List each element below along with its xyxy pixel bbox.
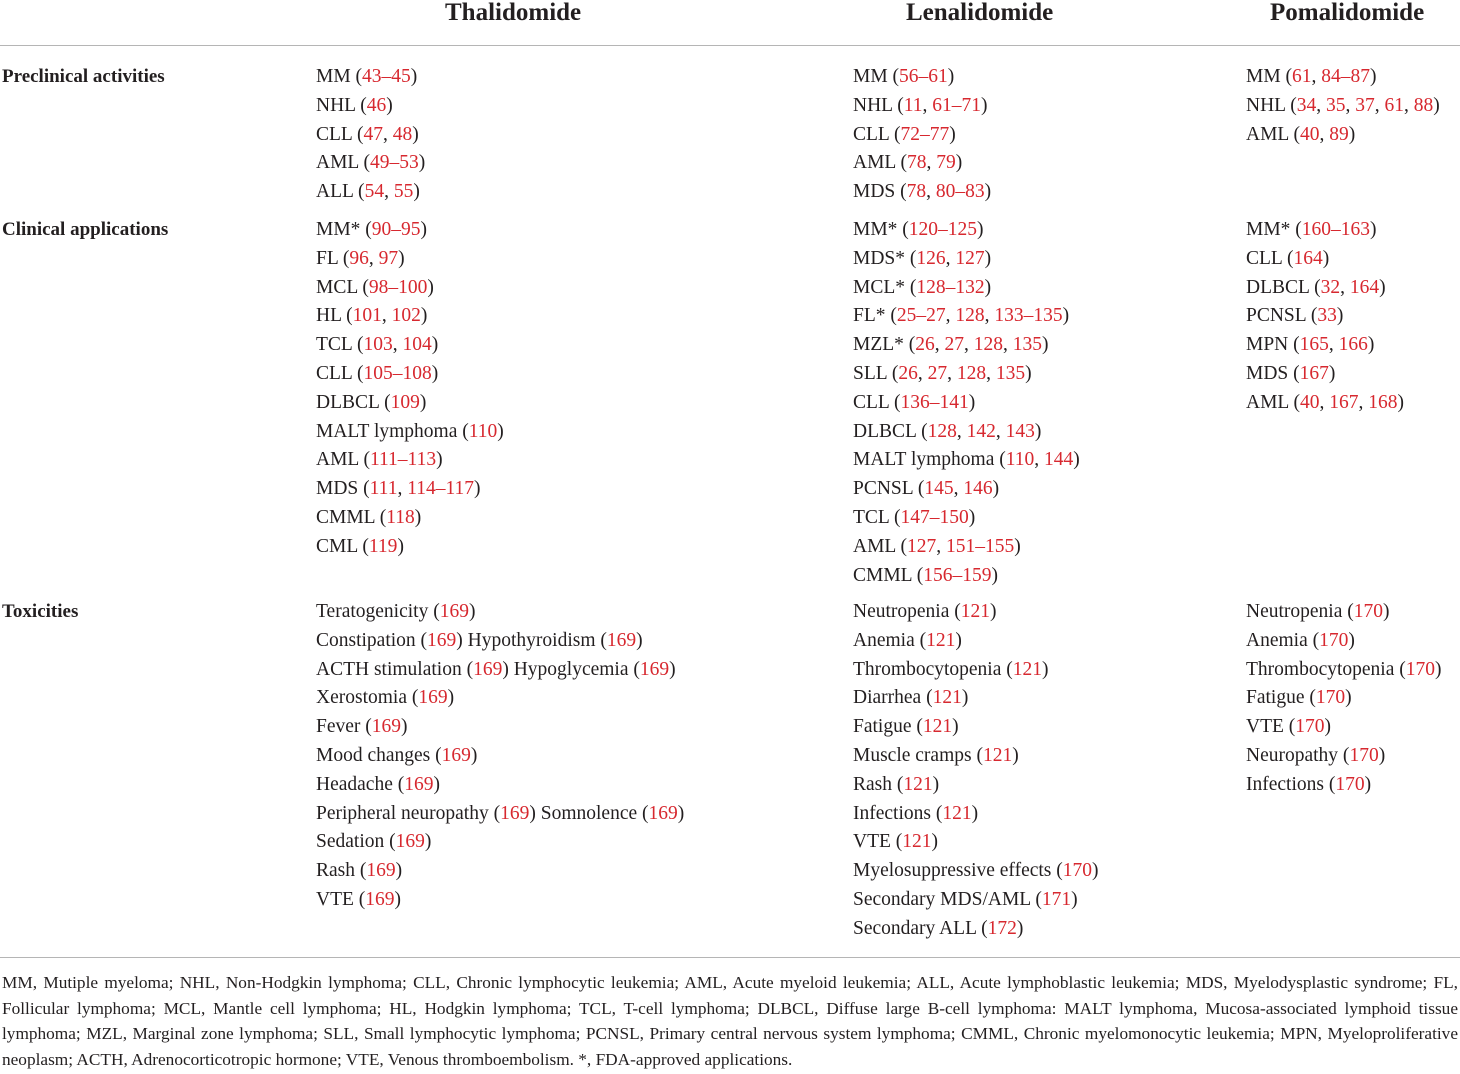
reference-link[interactable]: 127 (906, 535, 937, 557)
reference-link[interactable]: 169 (441, 744, 471, 766)
reference-link[interactable]: 135 (995, 362, 1026, 384)
reference-link[interactable]: 79 (936, 152, 956, 174)
reference-link[interactable]: 121 (926, 629, 956, 651)
list-item: Thrombocytopenia (121) (853, 658, 1049, 680)
reference-link[interactable]: 103 (363, 334, 393, 356)
list-item: MDS* (126, 127) (853, 247, 992, 269)
list-item: MDS (78, 80–83) (853, 181, 992, 203)
reference-link[interactable]: 145 (924, 478, 954, 500)
footer-divider (0, 957, 1460, 958)
list-item: MM* (120–125) (853, 219, 984, 240)
list-item: AML (111–113) (316, 449, 443, 471)
reference-link[interactable]: 165 (1299, 334, 1329, 356)
cell-toxicities-lenalidomide (853, 598, 1099, 944)
reference-link[interactable]: 104 (402, 334, 432, 356)
list-item: VTE (169) (316, 888, 402, 910)
reference-link[interactable]: 135 (1012, 334, 1043, 356)
reference-link[interactable]: 128 (956, 362, 987, 384)
reference-link[interactable]: 37 (1355, 94, 1375, 116)
list-item: Rash (121) (853, 773, 940, 795)
list-item: Secondary ALL (172) (853, 917, 1024, 939)
reference-link[interactable]: 72–77 (900, 123, 950, 145)
list-item: Headache (169) (316, 773, 440, 795)
reference-link[interactable]: 151–155 (945, 535, 1015, 557)
list-item: Constipation (169) Hypothyroidism (169) (316, 629, 643, 651)
reference-link[interactable]: 121 (932, 687, 962, 709)
cell-preclinical-thalidomide (316, 63, 425, 207)
reference-link[interactable]: 121 (982, 744, 1013, 766)
reference-link[interactable]: 169 (639, 658, 670, 680)
reference-link[interactable]: 170 (1349, 744, 1379, 766)
reference-link[interactable]: 121 (1012, 658, 1042, 680)
list-item: Diarrhea (121) (853, 687, 969, 709)
list-item: Infections (121) (853, 802, 979, 824)
list-item: MM (61, 84–87) (1246, 66, 1377, 87)
reference-link[interactable]: 110 (468, 420, 498, 442)
reference-link[interactable]: 171 (1041, 888, 1072, 910)
reference-link[interactable]: 127 (955, 247, 985, 269)
reference-link[interactable]: 167 (1299, 362, 1329, 384)
reference-link[interactable]: 136–141 (900, 391, 969, 413)
list-item: Fatigue (170) (1246, 687, 1352, 709)
reference-link[interactable]: 96 (349, 247, 369, 269)
reference-link[interactable]: 164 (1293, 247, 1323, 269)
row-label-preclinical: Preclinical activities (2, 66, 165, 87)
reference-link[interactable]: 54 (364, 181, 385, 203)
list-item: VTE (170) (1246, 716, 1332, 738)
list-item: MDS (111, 114–117) (316, 478, 481, 500)
reference-link[interactable]: 126 (916, 247, 946, 269)
reference-link[interactable]: 84–87 (1321, 66, 1371, 87)
reference-link[interactable]: 170 (1335, 773, 1365, 795)
list-item: MALT lymphoma (110, 144) (853, 449, 1080, 471)
reference-link[interactable]: 121 (960, 601, 990, 622)
reference-link[interactable]: 33 (1317, 305, 1337, 327)
reference-link[interactable]: 101 (352, 305, 382, 327)
cell-clinical-thalidomide (316, 216, 504, 562)
list-item: PCNSL (145, 146) (853, 478, 1000, 500)
reference-link[interactable]: 169 (648, 802, 678, 824)
reference-link[interactable]: 121 (902, 831, 932, 853)
list-item: Thrombocytopenia (170) (1246, 658, 1442, 680)
reference-link[interactable]: 78 (906, 152, 927, 174)
column-header-pomalidomide: Pomalidomide (1270, 0, 1425, 26)
reference-link[interactable]: 109 (390, 391, 420, 413)
reference-link[interactable]: 118 (386, 506, 415, 528)
reference-link[interactable]: 114–117 (407, 478, 475, 500)
reference-link[interactable]: 128 (927, 420, 957, 442)
list-item: MM* (160–163) (1246, 219, 1377, 240)
reference-link[interactable]: 160–163 (1301, 219, 1371, 240)
list-item: MCL* (128–132) (853, 276, 992, 298)
reference-link[interactable]: 133–135 (994, 305, 1063, 327)
list-item: NHL (34, 35, 37, 61, 88) (1246, 94, 1440, 116)
reference-link[interactable]: 169 (427, 629, 457, 651)
list-item: AML (127, 151–155) (853, 535, 1021, 557)
list-item: Sedation (169) (316, 831, 432, 853)
reference-link[interactable]: 169 (418, 687, 448, 709)
reference-link[interactable]: 164 (1349, 276, 1380, 298)
reference-link[interactable]: 89 (1329, 123, 1349, 145)
list-item: SLL (26, 27, 128, 135) (853, 362, 1032, 384)
list-item: CLL (136–141) (853, 391, 976, 413)
list-item: AML (78, 79) (853, 152, 963, 174)
list-item: Neutropenia (121) (853, 601, 997, 622)
reference-link[interactable]: 49–53 (369, 152, 419, 174)
reference-link[interactable]: 169 (371, 716, 402, 738)
reference-link[interactable]: 27 (944, 334, 965, 356)
list-item: DLBCL (128, 142, 143) (853, 420, 1042, 442)
reference-link[interactable]: 172 (987, 917, 1017, 939)
header-divider (0, 45, 1460, 46)
reference-link[interactable]: 46 (366, 94, 387, 116)
list-item: Mood changes (169) (316, 744, 478, 766)
reference-link[interactable]: 90–95 (371, 219, 421, 240)
list-item: DLBCL (32, 164) (1246, 276, 1386, 298)
reference-link[interactable]: 11 (903, 94, 923, 116)
reference-link[interactable]: 97 (378, 247, 399, 269)
cell-toxicities-thalidomide (316, 598, 684, 915)
reference-link[interactable]: 61 (1292, 66, 1312, 87)
list-item: NHL (46) (316, 94, 393, 116)
reference-link[interactable]: 61 (1384, 94, 1404, 116)
reference-link[interactable]: 80–83 (935, 181, 985, 203)
list-item: AML (49–53) (316, 152, 426, 174)
cell-toxicities-pomalidomide (1246, 598, 1442, 800)
reference-link[interactable]: 170 (1295, 716, 1325, 738)
list-item: CLL (72–77) (853, 123, 956, 145)
reference-link[interactable]: 111–113 (369, 449, 437, 471)
list-item: Neuropathy (170) (1246, 744, 1386, 766)
list-item: MM (43–45) (316, 66, 418, 87)
list-item: FL* (25–27, 128, 133–135) (853, 305, 1070, 327)
list-item: FL (96, 97) (316, 247, 405, 269)
reference-link[interactable]: 170 (1062, 860, 1092, 882)
list-item: MPN (165, 166) (1246, 334, 1375, 356)
reference-link[interactable]: 121 (942, 802, 972, 824)
list-item: CMML (156–159) (853, 564, 998, 586)
reference-link[interactable]: 128 (973, 334, 1004, 356)
reference-link[interactable]: 32 (1320, 276, 1341, 298)
list-item: CML (119) (316, 535, 404, 557)
list-item: HL (101, 102) (316, 305, 428, 327)
reference-link[interactable]: 35 (1325, 94, 1346, 116)
list-item: ALL (54, 55) (316, 181, 420, 203)
cell-clinical-lenalidomide (853, 216, 1080, 590)
list-item: Infections (170) (1246, 773, 1372, 795)
reference-link[interactable]: 142 (966, 420, 996, 442)
reference-link[interactable]: 170 (1315, 687, 1346, 709)
list-item: Xerostomia (169) (316, 687, 455, 709)
reference-link[interactable]: 40 (1299, 123, 1320, 145)
reference-link[interactable]: 143 (1005, 420, 1035, 442)
reference-link[interactable]: 120–125 (908, 219, 978, 240)
reference-link[interactable]: 121 (922, 716, 953, 738)
reference-link[interactable]: 105–108 (363, 362, 432, 384)
list-item: Muscle cramps (121) (853, 744, 1019, 766)
list-item: MALT lymphoma (110) (316, 420, 504, 442)
list-item: MCL (98–100) (316, 276, 434, 298)
reference-link[interactable]: 43–45 (362, 66, 411, 87)
reference-link[interactable]: 26 (898, 362, 918, 384)
reference-link[interactable]: 40 (1299, 391, 1320, 413)
reference-link[interactable]: 25–27 (896, 305, 946, 327)
reference-link[interactable]: 168 (1368, 391, 1398, 413)
reference-link[interactable]: 56–61 (899, 66, 948, 87)
column-header-lenalidomide: Lenalidomide (906, 0, 1054, 26)
list-item: ACTH stimulation (169) Hypoglycemia (169) (316, 658, 676, 680)
reference-link[interactable]: 26 (915, 334, 935, 356)
reference-link[interactable]: 169 (395, 831, 425, 853)
cell-preclinical-lenalidomide (853, 63, 991, 207)
reference-link[interactable]: 88 (1413, 94, 1434, 116)
list-item: Neutropenia (170) (1246, 601, 1390, 622)
cell-preclinical-pomalidomide (1246, 63, 1440, 149)
list-item: DLBCL (109) (316, 391, 427, 413)
list-item: AML (40, 89) (1246, 123, 1356, 145)
reference-link[interactable]: 170 (1405, 658, 1435, 680)
reference-link[interactable]: 61–71 (932, 94, 982, 116)
list-item: NHL (11, 61–71) (853, 94, 988, 116)
list-item: TCL (147–150) (853, 506, 976, 528)
list-item: AML (40, 167, 168) (1246, 391, 1404, 413)
reference-link[interactable]: 169 (404, 773, 434, 795)
list-item: Rash (169) (316, 860, 403, 882)
list-item: VTE (121) (853, 831, 939, 853)
list-item: CMML (118) (316, 506, 422, 528)
reference-link[interactable]: 128–132 (916, 276, 985, 298)
list-item: MM* (90–95) (316, 219, 428, 240)
list-item: Secondary MDS/AML (171) (853, 888, 1078, 910)
reference-link[interactable]: 146 (963, 478, 993, 500)
list-item: Fever (169) (316, 716, 408, 738)
reference-link[interactable]: 169 (366, 860, 396, 882)
list-item: Myelosuppressive effects (170) (853, 860, 1099, 882)
reference-link[interactable]: 169 (439, 601, 469, 622)
list-item: PCNSL (33) (1246, 305, 1344, 327)
list-item: MM (56–61) (853, 66, 955, 87)
row-label-toxicities: Toxicities (2, 601, 79, 622)
list-item: CLL (47, 48) (316, 123, 419, 145)
reference-link[interactable]: 167 (1329, 391, 1359, 413)
reference-link[interactable]: 110 (1005, 449, 1035, 471)
reference-link[interactable]: 111 (369, 478, 398, 500)
cell-clinical-pomalidomide (1246, 216, 1404, 418)
reference-link[interactable]: 47 (363, 123, 383, 145)
reference-link[interactable]: 170 (1353, 601, 1383, 622)
reference-link[interactable]: 166 (1338, 334, 1368, 356)
list-item: MDS (167) (1246, 362, 1336, 384)
list-item: TCL (103, 104) (316, 334, 439, 356)
reference-link[interactable]: 55 (393, 181, 414, 203)
list-item: CLL (164) (1246, 247, 1330, 269)
row-label-clinical: Clinical applications (2, 219, 169, 240)
reference-link[interactable]: 78 (906, 181, 927, 203)
reference-link[interactable]: 48 (392, 123, 413, 145)
reference-link[interactable]: 169 (365, 888, 395, 910)
list-item: Peripheral neuropathy (169) Somnolence (169) (316, 802, 685, 824)
reference-link[interactable]: 169 (473, 658, 503, 680)
reference-link[interactable]: 169 (606, 629, 637, 651)
reference-link[interactable]: 170 (1319, 629, 1349, 651)
reference-link[interactable]: 119 (368, 535, 398, 557)
reference-link[interactable]: 156–159 (923, 564, 992, 586)
list-item: Anemia (121) (853, 629, 962, 651)
reference-link[interactable]: 147–150 (900, 506, 969, 528)
list-item: Anemia (170) (1246, 629, 1355, 651)
reference-link[interactable]: 169 (500, 802, 530, 824)
reference-link[interactable]: 27 (927, 362, 948, 384)
column-header-thalidomide: Thalidomide (445, 0, 582, 26)
reference-link[interactable]: 128 (955, 305, 985, 327)
table-footnote: MM, Mutiple myeloma; NHL, Non-Hodgkin lymphoma; CLL, Chronic lymphocytic leukemia; AML, Acute myeloid leukemia; ALL, Acute lymphoblastic leukemia; MDS, Myelodysplastic syndrome; FL, Follicular lymphoma; MCL, Mantle cell lymphoma; HL, Hodgkin lymphoma; TCL, T-cell lymphoma; DLBCL, Diffuse large B-cell lymphoma: MALT lymphoma, Mucosa-associated lymphoid tissue lymphoma; MZL, Marginal zone lymphoma; SLL, Small lymphocytic lymphoma; PCNSL, Primary central nervous system lymphoma; CMML, Chronic myelomonocytic leukemia; MPN, Myeloproliferative neoplasm; ACTH, Adrenocorticotropic hormone; VTE, Venous thromboembolism. *, FDA-approved applications. (2, 973, 1458, 1070)
list-item: CLL (105–108) (316, 362, 439, 384)
reference-link[interactable]: 144 (1044, 449, 1074, 471)
reference-link[interactable]: 102 (391, 305, 421, 327)
list-item: Teratogenicity (169) (316, 601, 476, 622)
list-item: Fatigue (121) (853, 716, 959, 738)
reference-link[interactable]: 121 (903, 773, 933, 795)
reference-link[interactable]: 34 (1296, 94, 1317, 116)
reference-link[interactable]: 98–100 (368, 276, 428, 298)
list-item: MZL* (26, 27, 128, 135) (853, 334, 1049, 356)
